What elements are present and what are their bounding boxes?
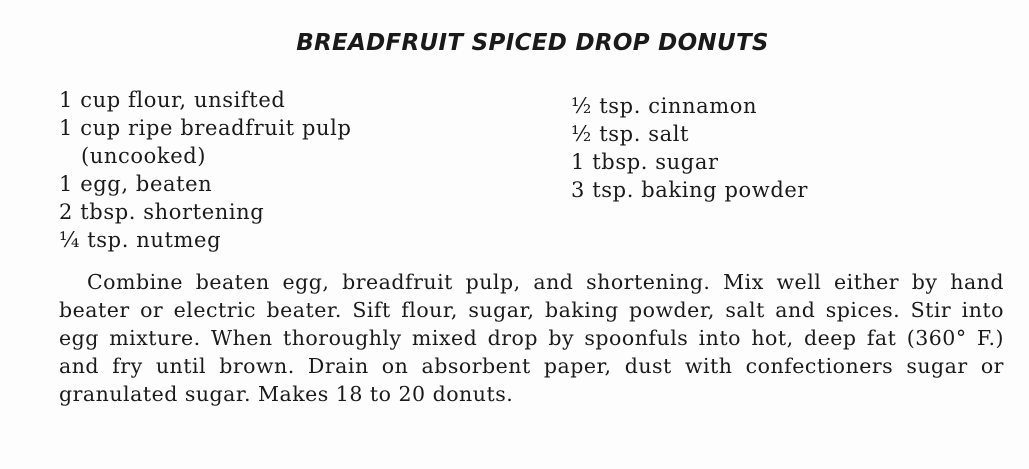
recipe-directions: Combine beaten egg, breadfruit pulp, and shortening. Mix well either by hand beater or electric beater. Sift flour, sugar, baking powder, salt and spices. Stir into egg mixture. When thoroughly mixed drop by spoonfuls into hot, deep fat (360° F.) and fry until brown. Drain on absorbent paper, dust with confectioners sugar or granulated sugar. Makes 18 to 20 donuts. <box>59 270 1004 406</box>
ingredient-item: ½ tsp. salt <box>571 122 690 146</box>
recipe-title: BREADFRUIT SPICED DROP DONUTS <box>296 30 769 56</box>
ingredient-item: 1 cup ripe breadfruit pulp <box>59 116 352 140</box>
ingredient-item: 1 tbsp. sugar <box>571 150 719 174</box>
ingredient-item-continuation: (uncooked) <box>81 144 207 168</box>
ingredient-item: 3 tsp. baking powder <box>571 178 809 202</box>
ingredients-list-right <box>571 92 808 204</box>
ingredient-item: ¼ tsp. nutmeg <box>59 228 222 252</box>
ingredients-list-left <box>59 86 352 254</box>
ingredient-item: 1 egg, beaten <box>59 172 213 196</box>
ingredient-item: 2 tbsp. shortening <box>59 200 265 224</box>
ingredient-item: 1 cup flour, unsifted <box>59 88 286 112</box>
ingredient-item: ½ tsp. cinnamon <box>571 94 758 118</box>
